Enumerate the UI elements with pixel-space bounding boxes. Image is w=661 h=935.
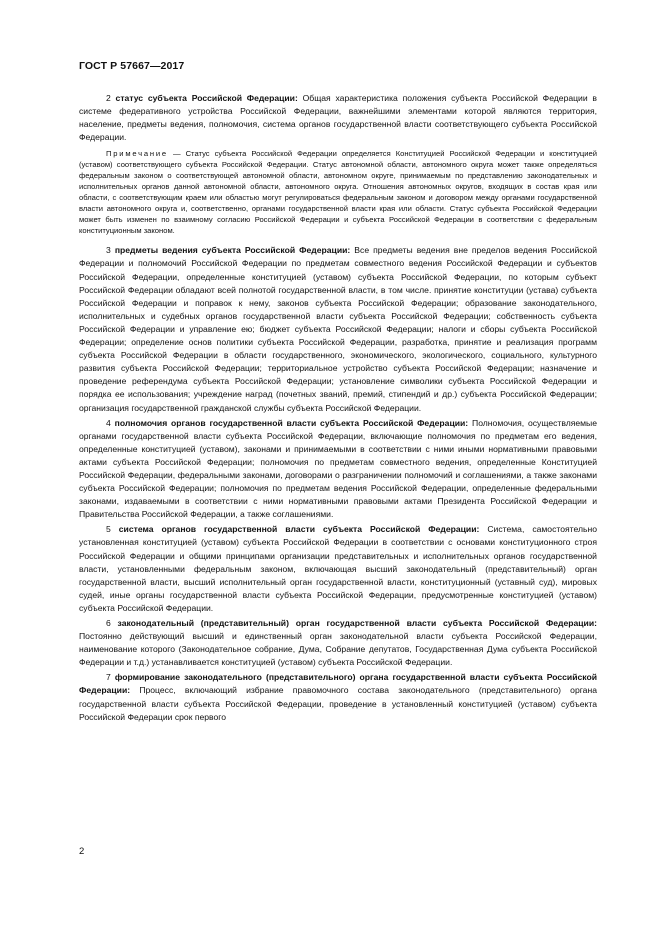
term-number: 5 <box>106 524 111 535</box>
term-title: система органов государственной власти субъекта Российской Федерации: <box>118 524 480 535</box>
term-title: статус субъекта Российской Федерации: <box>115 93 298 103</box>
term-definition: Постоянно действующий высший и единственный орган законодательной власти субъекта Российской Федерации, наименование которого (Законодательное собрание, Дума, Собрание депутатов, Государственная Дума субъекта Российской Федерации и т.д.) устанавливается конституцией (уставом) субъекта Российской Федерации. <box>79 631 597 668</box>
term-entry-6 <box>79 617 597 669</box>
term-number: 3 <box>106 245 111 256</box>
term-entry-4 <box>79 417 597 522</box>
term-definition: Полномочия, осуществляемые органами государственной власти субъекта Российской Федерации, включающие полномочия по предметам его ведения, определенные конституцией (уставом), законами и принимаемыми в соответствии с ними иными нормативными правовыми актами субъекта Российской Федерации; полномочия по предметам совместного ведения, определенные Конституцией Российской Федерации, федеральными законами, договорами о разграничении полномочий и соглашениями, а также законами субъекта Российской Федерации; полномочия по предметам ведения Российской Федерации, определенные федеральными законами, издаваемыми в соответствии с ними нормативными правовыми актами Президента Российской Федерации и Правительства Российской Федерации, а также соглашениями. <box>79 417 598 520</box>
term-entry-2 <box>79 92 597 144</box>
note-block <box>79 148 597 236</box>
note-label: Примечание <box>106 149 168 159</box>
term-entry-5 <box>79 523 597 615</box>
term-definition: Все предметы ведения вне пределов ведения Российской Федерации и полномочий Российской Федерации по предметам совместного ведения Российской Федерации и субъектов Российской Федерации, определенные конституцией (уставом) субъекта Российской Федерации, по которым субъект Российской Федерации обладают всей полнотой государственной власти, в том числе. принятие конституции (устава) субъекта Российской Федерации и поправок к нему, законов субъекта Российской Федерации; образование законодательного, исполнительных и судебных органов государственной власти субъекта Российской Федерации; собственность субъекта Российской Федерации и управление ею; бюджет субъекта Российской Федерации; налоги и сборы субъекта Российской Федерации; определение основ политики субъекта Российской Федерации, разработка, принятие и реализация программ субъекта Российской Федерации в области государственного, экономического, экологического, социального, культурного развития субъекта Российской Федерации; территориальное устройство субъекта Российской Федерации; назначение и проведение референдума субъекта Российской Федерации; установление символики субъекта Российской Федерации и порядка ее использования; учреждение наград (почетных званий, премий, стипендий и др.) субъекта Российской Федерации; организация государственной гражданской службы субъекта Российской Федерации. <box>79 245 598 413</box>
term-title: законодательный (представительный) орган государственной власти субъекта Российской Федерации: <box>117 618 597 628</box>
term-number: 2 <box>106 93 111 103</box>
term-title: полномочия органов государственной власти субъекта Российской Федерации: <box>114 417 469 428</box>
term-entry-7 <box>79 671 597 723</box>
document-body <box>79 92 597 724</box>
term-title: предметы ведения субъекта Российской Федерации: <box>114 245 351 256</box>
page-number: 2 <box>79 846 85 857</box>
term-title: формирование законодательного (представительного) органа государственной власти субъекта Российской Федерации: <box>79 672 597 696</box>
note-text: Статус субъекта Российской Федерации определяется Конституцией Российской Федерации и конституцией (уставом) соответствующего субъекта Российской Федерации. Статус автономной области, автономного округа может также определяться федеральным законом о соответствующей автономной области, автономном округе, принимаемым по представлению законодательных и исполнительных органов данной автономной области, автономного округа. Отношения автономных округов, входящих в состав края или области, с соответствующим краем или областью могут регулироваться федеральным законом и договором между органами государственной власти автономного округа и, соответственно, органами государственной власти края или области. Статус субъекта Российской Федерации может быть изменен по взаимному согласию Российской Федерации и субъекта Российской Федерации в соответствии с федеральным конституционным законом. <box>79 149 597 236</box>
document-header: ГОСТ Р 57667—2017 <box>79 60 185 72</box>
term-definition: Процесс, включающий избрание правомочного состава законодательного (представительного) органа государственной власти субъекта Российской Федерации, проведение в установленный конституцией (уставом) субъекта Российской Федерации срок первого <box>79 685 597 722</box>
term-number: 6 <box>106 618 111 628</box>
term-number: 4 <box>106 417 111 428</box>
term-entry-3 <box>79 244 597 414</box>
term-definition: Система, самостоятельно установленная конституцией (уставом) субъекта Российской Федерации в соответствии с основами конституционного строя Российской Федерации и общими принципами организации представительных и исполнительных органов государственной власти, установленными федеральным законом, включающая высший законодательный (представительный) орган государственной власти, высший исполнительный орган государственной власти, конституционный (уставный суд), мировых судей, иные органы государственной власти субъекта Российской Федерации, предусмотренные конституцией (уставом) субъекта Российской Федерации. <box>79 524 598 613</box>
term-number: 7 <box>106 672 111 683</box>
note-dash: — <box>167 149 186 159</box>
term-definition: Общая характеристика положения субъекта Российской Федерации в системе федеративного устройства Российской Федерации, важнейшими элементами которой являются территория, население, предметы ведения, полномочия, система органов государственной власти соответствующего субъекта Российской Федерации. <box>79 93 597 143</box>
